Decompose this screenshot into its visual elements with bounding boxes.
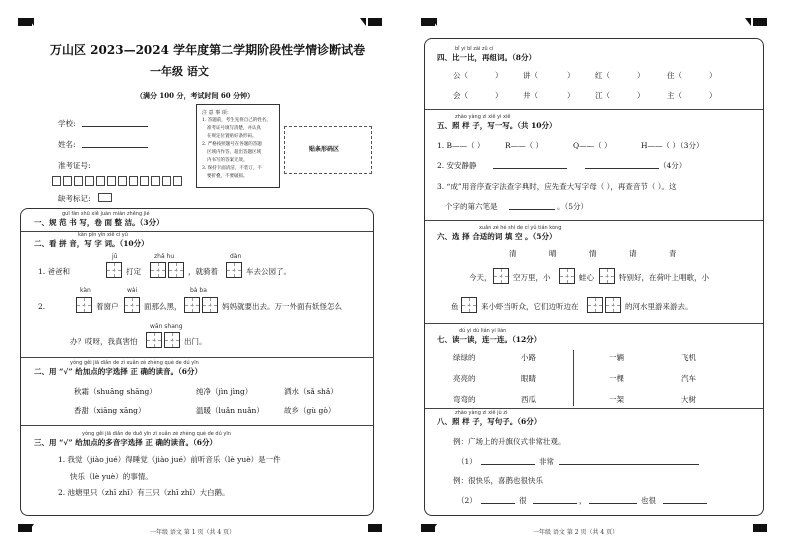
writing-box[interactable] [106, 262, 122, 278]
answer-line[interactable] [533, 503, 577, 504]
exam-page-1: 万山区 2023—2024 学年度第二学期阶段性学情诊断试卷 一年级 语文 （满分 100 分，考试时间 60 分钟） 学校: 姓名: 准考证号: 缺考标记: 注 意 事 项： 1. 答题前，考生先将自己的姓名、 准考证号填写清楚，并认真 在规定位置贴好条形码。 2. 严格按照题号在各题的答题 区域内作答，超出答题区域 内书写的答案无效。 3. 保持卡面清洁，不装订，不 要折叠，不要破损。 贴条形码区 guī fàn shū xiě juàn miàn zhěng jié 一、规 范 书 写，卷 面 整 洁。（3分） kàn pīn yīn xiě cí yǔ 二、看 拼 音，写 字 词。（10分） jū zhǎ hu dàn 1. 爸爸和 打定 ，就骑着 车去公园了。 kàn wài bà ba 2. 着窗户 面那么黑， 妈妈就要出去。万一外面有妖怪怎么 wān shang 办？哎呀，我真害怕 出门。 yòng gěi jiā diǎn de zì xuǎn zé zhèng què de dú yīn 二、用 “√” 给加点的字选择 正 确的读音。（6分） 秋霜（shuāng shāng） 纯净（jìn jìng） 洒水（sǎ shǎ） 香甜（xiāng xāng） 温暖（luǎn nuǎn） 故乡（gù gò） yòng gěi jiā diǎn de duō yīn zì xuǎn zé zhèng què de dú yīn 三、用 “√” 给加点的多音字选择 正 确的读音。（6分） 1. 我觉（jiào jué）得睡觉（jiào jué）前听音乐（lè yuè）是一件 快乐（lè yuè）的事情。 2. 池塘里只（zhī zhǐ）有三只（zhī zhǐ）大白鹅。 一年级 语文 第 1 页（共 4 页） [0, 0, 397, 548]
corner-mark [28, 18, 34, 26]
writing-box[interactable] [202, 297, 218, 313]
section-8-heading: 八、照 样 子，写句子。（6分） [437, 417, 542, 426]
section-5-heading: 五、照 样 子，写一写。（共 10分） [437, 121, 557, 130]
exam-page-2: bǐ yi bǐ zài zǔ cí 四、比一比，再组词。（8分） 公（ ） 讲（ ） 红（ ） 住（ ） 会（ ） 井（ ） 江（ ） 主（ ） zhào yàng zi xiě yi xiě 五、照 样 子，写一写。（共 10分） 1. B——（ ） R——（ ） Q——（ ） H——（ ）（3分） 2. 安安静静 （4分） 3. “成”用音序查字法查字典时，应先查大写字母（ ），再查音节（ ）。这 个字的第六笔是 。（5分） xuǎn zé hé shì de cí yǔ tián kòng 六、选 择 合适的词 填 空 。（5分） 清 晴 情 请 青 今天， 空万里，小 蛙心 特别好，在荷叶上唱歌，小 鱼 来小虾当听众，它们边听边在 的河水里游来游去。 dú yi dú lián yi lián 七、读一读，连一连。（12分） 绿绿的 小路 亮亮的 眼睛 弯弯的 西瓜 一辆 飞机 一棵 汽车 一架 大树 zhào yàng zi xiě jù zi 八、照 样 子，写句子。（6分） 例：广场上的升旗仪式非常壮观。 （1） 非常 例：很快乐，喜鹊也很快乐 （2） 很 ， 也很 一年级 语文 第 2 页（共 4 页） [397, 0, 794, 548]
section-1-heading: 一、规 范 书 写，卷 面 整 洁。（3分） [34, 218, 164, 227]
corner-mark [753, 18, 767, 26]
corner-mark [368, 18, 382, 26]
barcode-area: 贴条形码区 [284, 126, 372, 174]
corner-mark [431, 18, 437, 26]
column-divider [573, 350, 574, 406]
writing-box[interactable] [599, 268, 615, 284]
section-4-heading: 三、用 “√” 给加点的多音字选择 正 确的读音。（6分） [34, 438, 217, 447]
answer-line[interactable] [509, 209, 555, 210]
absent-label: 缺考标记: [58, 194, 91, 203]
answer-line[interactable] [481, 503, 515, 504]
writing-box[interactable] [559, 268, 575, 284]
answer-line[interactable] [585, 168, 659, 169]
section-4b-heading: 四、比一比，再组词。（8分） [437, 53, 536, 62]
section-7-heading: 七、读一读，连一连。（12分） [437, 335, 542, 344]
name-label: 姓名: [58, 140, 76, 149]
writing-box[interactable] [493, 268, 509, 284]
absent-checkbox[interactable] [98, 193, 112, 202]
corner-mark [28, 524, 34, 532]
corner-mark [745, 18, 751, 26]
school-label: 学校: [58, 119, 76, 128]
id-label: 准考证号: [58, 161, 91, 170]
page-footer: 一年级 语文 第 2 页（共 4 页） [533, 529, 619, 536]
corner-mark [753, 524, 767, 532]
writing-box[interactable] [461, 297, 477, 313]
exam-subtitle: 一年级 语文 [150, 65, 209, 78]
answer-line[interactable] [663, 503, 707, 504]
exam-title: 万山区 2023—2024 学年度第二学期阶段性学情诊断试卷 [50, 43, 366, 57]
section-6-heading: 六、选 择 合适的词 填 空 。（5分） [437, 232, 557, 241]
corner-mark [368, 524, 382, 532]
answer-line[interactable] [493, 168, 567, 169]
writing-box[interactable] [150, 262, 166, 278]
writing-box[interactable] [226, 262, 242, 278]
corner-mark [360, 18, 366, 26]
school-field[interactable] [82, 126, 148, 127]
writing-box[interactable] [184, 297, 200, 313]
name-field[interactable] [82, 147, 148, 148]
writing-box[interactable] [146, 332, 162, 348]
page-footer: 一年级 语文 第 1 页（共 4 页） [150, 529, 236, 536]
corner-mark [431, 524, 437, 532]
section-2-heading: 二、看 拼 音，写 字 词。（10分） [34, 239, 149, 248]
answer-line[interactable] [481, 464, 535, 465]
writing-box[interactable] [76, 297, 92, 313]
writing-box[interactable] [168, 262, 184, 278]
writing-box[interactable] [124, 297, 140, 313]
notice-title: 注 意 事 项： [202, 110, 232, 116]
writing-box[interactable] [587, 297, 603, 313]
writing-box[interactable] [605, 297, 621, 313]
answer-line[interactable] [559, 464, 699, 465]
answer-line[interactable] [589, 503, 637, 504]
writing-box[interactable] [164, 332, 180, 348]
score-note: （满分 100 分，考试时间 60 分钟） [136, 91, 255, 100]
notice-box: 注 意 事 项： 1. 答题前，考生先将自己的姓名、 准考证号填写清楚，并认真 在规定位置贴好条形码。 2. 严格按照题号在各题的答题 区域内作答，超出答题区域 内书写的答案无效。 3. 保持卡面清洁，不装订，不 要折叠，不要破损。 [196, 104, 280, 188]
section-3-heading: 二、用 “√” 给加点的字选择 正 确的读音。（6分） [34, 367, 202, 376]
